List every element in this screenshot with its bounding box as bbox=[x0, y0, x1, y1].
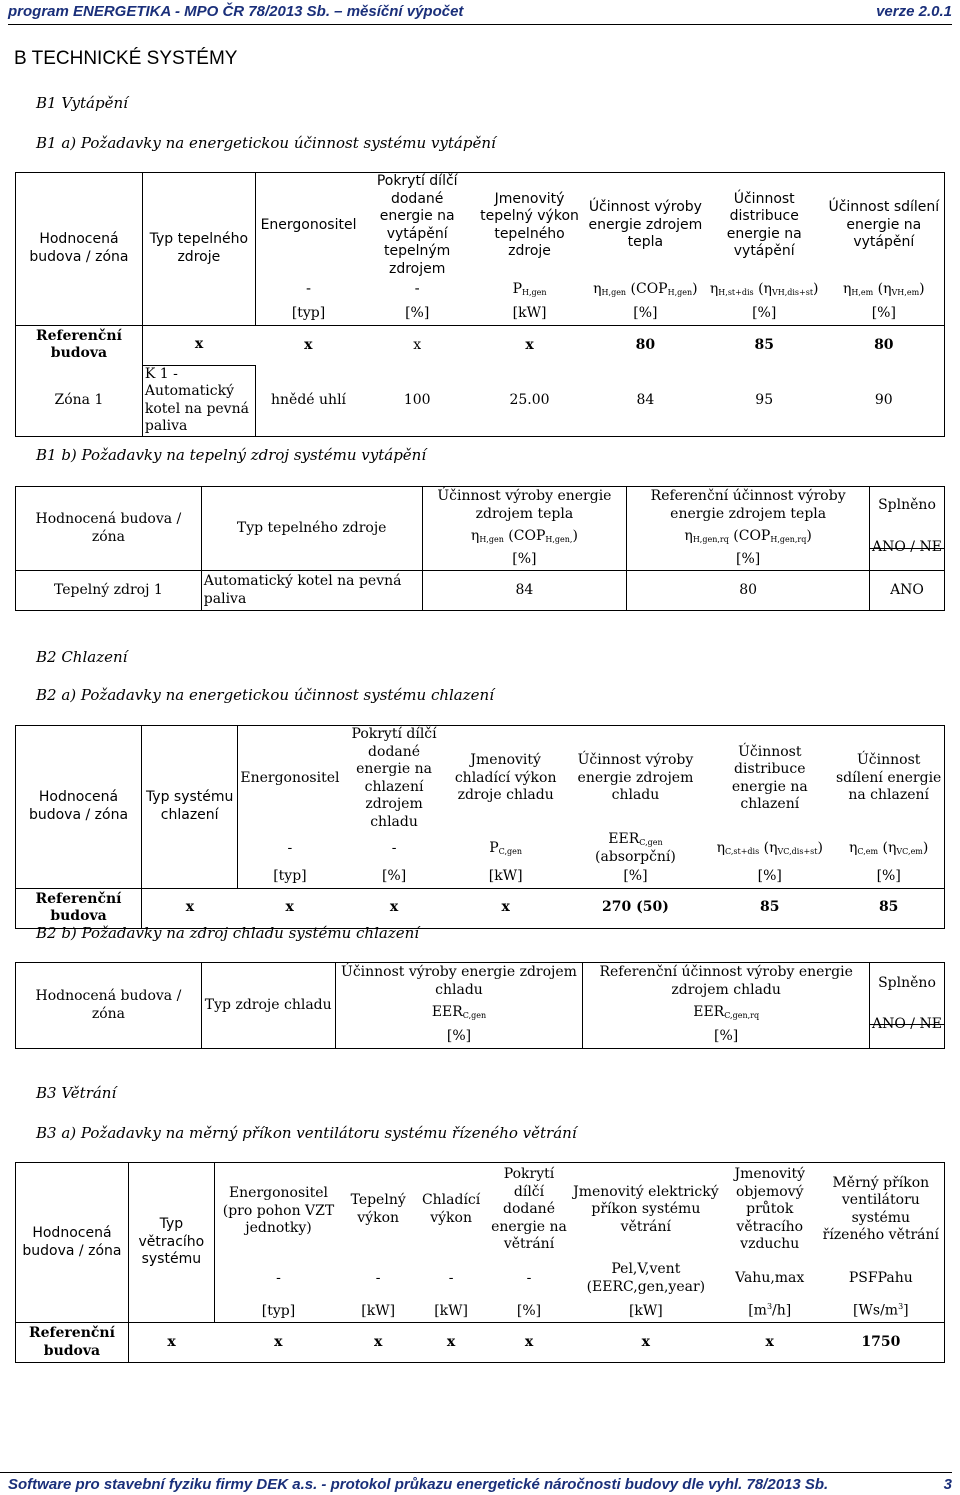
b3a-title: B3 a) Požadavky na měrný příkon ventilátoru systému řízeného větrání bbox=[36, 1124, 577, 1142]
b3a-unit-coverage: [%] bbox=[488, 1301, 570, 1323]
b2a-unit-power: [kW] bbox=[447, 866, 565, 888]
b3a-h-flow: Jmenovitý objemový průtok větracího vzduchu bbox=[722, 1163, 818, 1257]
b2a-h-power: Jmenovitý chladící výkon zdroje chladu bbox=[447, 726, 565, 832]
b1b-met-options: ANO / NE bbox=[869, 537, 944, 559]
b1a-zone-type: K 1 - Automatický kotel na pevná paliva bbox=[142, 365, 255, 436]
b2b-unit-ref: [%] bbox=[583, 1025, 870, 1049]
b3a-h-sfp: Měrný příkon ventilátoru systému řízeného větrání bbox=[818, 1163, 945, 1257]
b3a-ref-carrier: x bbox=[214, 1323, 342, 1363]
b1a-h-coverage: Pokrytí dílčí dodané energie na vytápění tepelným zdrojem bbox=[361, 173, 473, 279]
b1a-ref-dis: 85 bbox=[705, 325, 824, 365]
b2a-h-type: Typ systému chlazení bbox=[142, 726, 238, 889]
b3a-ref-heat: x bbox=[342, 1323, 414, 1363]
b3a-sym-heat: - bbox=[375, 1269, 381, 1286]
b2b-h-eff: Účinnost výroby energie zdrojem chladu bbox=[335, 963, 583, 1001]
b2b-h-met: Splněno bbox=[869, 963, 944, 1025]
b3a-ref-el-power: x bbox=[570, 1323, 722, 1363]
header-title: program ENERGETIKA - MPO ČR 78/2013 Sb. – měsíční výpočet bbox=[8, 3, 464, 20]
b1b-h-building: Hodnocená budova / zóna bbox=[16, 487, 202, 571]
b2a-ref-gen: 270 (50) bbox=[565, 888, 707, 928]
b2-title: B2 Chlazení bbox=[36, 648, 128, 666]
b1b-unit-eff: [%] bbox=[422, 549, 627, 571]
b1a-title: B1 a) Požadavky na energetickou účinnost systému vytápění bbox=[36, 134, 496, 152]
b1a-h-building: Hodnocená budova / zóna bbox=[16, 173, 143, 326]
b3a-ref-cool: x bbox=[414, 1323, 488, 1363]
b1a-h-carrier: Energonositel bbox=[255, 173, 361, 279]
b3a-h-type: Typ větracího systému bbox=[128, 1163, 214, 1323]
b3a-h-cool: Chladící výkon bbox=[414, 1163, 488, 1257]
b3a-ref-coverage: x bbox=[488, 1323, 570, 1363]
b1a-sym-power: $P_{H,gen}$ bbox=[512, 281, 547, 298]
b3a-ref-label: Referenční budova bbox=[16, 1323, 129, 1363]
b1b-row-eff: 84 bbox=[422, 571, 627, 611]
b1b-h-ref-eff: Referenční účinnost výroby energie zdrojem tepla bbox=[627, 487, 870, 525]
b2a-h-eff-dis: Účinnost distribuce energie na chlazení bbox=[706, 726, 833, 832]
b3a-unit-sfp: $[Ws/m^3]$ bbox=[818, 1301, 945, 1323]
b2b-sym-ref: $EER_{C,gen,rq}$ bbox=[583, 1001, 870, 1025]
b1b-row-met: ANO bbox=[869, 571, 944, 611]
b3a-ref-type: x bbox=[128, 1323, 214, 1363]
b3-title: B3 Větrání bbox=[36, 1084, 117, 1102]
b2a-sym-power: $P_{C,gen}$ bbox=[489, 839, 523, 856]
b1a-h-eff-dis: Účinnost distribuce energie na vytápění bbox=[705, 173, 824, 279]
b1b-title: B1 b) Požadavky na tepelný zdroj systému vytápění bbox=[36, 446, 427, 464]
b3a-h-el-power: Jmenovitý elektrický příkon systému větrání bbox=[570, 1163, 722, 1257]
b2a-unit-gen: [%] bbox=[565, 866, 707, 888]
b1b-row-label: Tepelný zdroj 1 bbox=[16, 571, 202, 611]
b3a-table bbox=[15, 1162, 945, 1363]
b1b-row-ref: 80 bbox=[627, 571, 870, 611]
b1-title: B1 Vytápění bbox=[36, 94, 128, 112]
b1a-zone-label: Zóna 1 bbox=[16, 365, 143, 436]
page-footer bbox=[0, 1472, 952, 1495]
b2a-unit-carrier: [typ] bbox=[238, 866, 342, 888]
b1a-ref-power: x bbox=[473, 325, 586, 365]
b2a-h-coverage: Pokrytí dílčí dodané energie na chlazení zdrojem chladu bbox=[341, 726, 446, 832]
b2b-met-options: ANO / NE bbox=[869, 1013, 944, 1037]
page-header bbox=[8, 0, 952, 25]
b2b-table bbox=[15, 962, 945, 1049]
b2a-ref-coverage: x bbox=[341, 888, 446, 928]
b1a-zone-coverage: 100 bbox=[361, 365, 473, 436]
b1a-unit-carrier: [typ] bbox=[255, 302, 361, 325]
b2a-sym-carrier: - bbox=[238, 831, 342, 866]
b2a-ref-em: 85 bbox=[833, 888, 944, 928]
b1a-h-eff-gen: Účinnost výroby energie zdrojem tepla bbox=[586, 173, 705, 279]
b1a-zone-dis: 95 bbox=[705, 365, 824, 436]
b2a-unit-em: [%] bbox=[833, 866, 944, 888]
b1a-zone-power: 25.00 bbox=[473, 365, 586, 436]
b3a-h-building: Hodnocená budova / zóna bbox=[16, 1163, 129, 1323]
b3a-h-heat: Tepelný výkon bbox=[342, 1163, 414, 1257]
b3a-unit-cool: [kW] bbox=[414, 1301, 488, 1323]
b1a-h-eff-em: Účinnost sdílení energie na vytápění bbox=[824, 173, 945, 279]
b1a-sym-em: $\eta_{H,em}$ $(\eta_{VH,em})$ bbox=[824, 278, 945, 302]
b1a-zone-carrier: hnědé uhlí bbox=[255, 365, 361, 436]
b3a-sym-flow: Vahu,max bbox=[735, 1269, 805, 1286]
b3a-sym-cool: - bbox=[448, 1269, 454, 1286]
b3a-unit-flow: $[m^3/h]$ bbox=[722, 1301, 818, 1323]
b2b-sym-eff: $EER_{C,gen}$ bbox=[335, 1001, 583, 1025]
b2a-ref-dis: 85 bbox=[706, 888, 833, 928]
b1a-unit-em: [%] bbox=[824, 302, 945, 325]
b2a-sym-gen: $EER_{C,gen}$ (absorpční) bbox=[595, 831, 676, 865]
footer-text: Software pro stavební fyziku firmy DEK a.s. - protokol průkazu energetické náročnosti budovy dle vyhl. 78/2013 Sb. bbox=[8, 1476, 829, 1493]
b2a-h-carrier: Energonositel bbox=[238, 726, 342, 832]
section-title: B TECHNICKÉ SYSTÉMY bbox=[14, 48, 238, 69]
b2a-sym-coverage: - bbox=[391, 839, 397, 856]
b1b-h-eff: Účinnost výroby energie zdrojem tepla bbox=[422, 487, 627, 525]
b2a-ref-power: x bbox=[447, 888, 565, 928]
b2a-title: B2 a) Požadavky na energetickou účinnost systému chlazení bbox=[36, 686, 494, 704]
b2a-ref-type: x bbox=[142, 888, 238, 928]
b1a-h-source-type: Typ tepelného zdroje bbox=[142, 173, 255, 326]
b1a-unit-coverage: [%] bbox=[361, 302, 473, 325]
page-number: 3 bbox=[943, 1476, 952, 1493]
b1a-unit-gen: [%] bbox=[586, 302, 705, 325]
b1a-h-power: Jmenovitý tepelný výkon tepelného zdroje bbox=[473, 173, 586, 279]
b2a-unit-coverage: [%] bbox=[341, 866, 446, 888]
b1a-table bbox=[15, 172, 945, 437]
b1a-ref-gen: 80 bbox=[586, 325, 705, 365]
b1a-zone-em: 90 bbox=[824, 365, 945, 436]
b2a-table bbox=[15, 725, 945, 929]
b3a-sym-coverage: - bbox=[526, 1269, 532, 1286]
b2a-h-eff-gen: Účinnost výroby energie zdrojem chladu bbox=[565, 726, 707, 832]
b1b-sym-eff: $\eta_{H,gen}$ $(COP_{H,gen,})$ bbox=[422, 525, 627, 549]
b2b-h-building: Hodnocená budova / zóna bbox=[16, 963, 202, 1049]
b2a-ref-label: Referenční budova bbox=[16, 888, 142, 928]
b2a-sym-em: $\eta_{C,em}$ $(\eta_{VC,em})$ bbox=[833, 831, 944, 866]
b1b-table bbox=[15, 486, 945, 611]
b1a-zone-gen: 84 bbox=[586, 365, 705, 436]
b2a-unit-dis: [%] bbox=[706, 866, 833, 888]
b2a-h-eff-em: Účinnost sdílení energie na chlazení bbox=[833, 726, 944, 832]
b1b-h-source-type: Typ tepelného zdroje bbox=[201, 487, 422, 571]
b3a-sym-el-power: Pel,V,vent (EERC,gen,year) bbox=[586, 1261, 706, 1295]
b3a-unit-carrier: [typ] bbox=[214, 1301, 342, 1323]
b2a-sym-dis: $\eta_{C,st+dis}$ $(\eta_{VC,dis+st})$ bbox=[716, 839, 823, 856]
b3a-unit-el-power: [kW] bbox=[570, 1301, 722, 1323]
b1a-ref-label: Referenční budova bbox=[16, 325, 143, 365]
b3a-ref-sfp: 1750 bbox=[818, 1323, 945, 1363]
b3a-h-coverage: Pokrytí dílčí dodané energie na větrání bbox=[488, 1163, 570, 1257]
b2b-unit-eff: [%] bbox=[335, 1025, 583, 1049]
b1a-ref-type: x bbox=[142, 325, 255, 365]
b3a-h-carrier: Energonositel (pro pohon VZT jednotky) bbox=[214, 1163, 342, 1257]
b1a-unit-power: [kW] bbox=[473, 302, 586, 325]
b1b-row-type: Automatický kotel na pevná paliva bbox=[201, 571, 422, 611]
b1b-h-met: Splněno bbox=[869, 487, 944, 549]
b3a-unit-heat: [kW] bbox=[342, 1301, 414, 1323]
b1a-ref-em: 80 bbox=[824, 325, 945, 365]
b1a-unit-dis: [%] bbox=[705, 302, 824, 325]
b1a-sym-coverage: - bbox=[414, 281, 420, 298]
b2b-h-ref-eff: Referenční účinnost výroby energie zdrojem chladu bbox=[583, 963, 870, 1001]
b1a-sym-dis: $\eta_{H,st+dis}$ $(\eta_{VH,dis+st})$ bbox=[709, 281, 819, 298]
b1b-unit-ref: [%] bbox=[627, 549, 870, 571]
b3a-sym-carrier: - bbox=[214, 1257, 342, 1301]
b2a-h-building: Hodnocená budova / zóna bbox=[16, 726, 142, 889]
b2b-title: B2 b) Požadavky na zdroj chladu systému chlazení bbox=[36, 924, 420, 942]
b1a-ref-coverage: x bbox=[361, 325, 473, 365]
b3a-sym-sfp: PSFPahu bbox=[818, 1257, 945, 1301]
header-version: verze 2.0.1 bbox=[876, 3, 952, 20]
b1a-ref-carrier: x bbox=[255, 325, 361, 365]
b1a-sym-gen: $\eta_{H,gen}$ $(COP_{H,gen})$ bbox=[593, 281, 698, 298]
b1a-sym-carrier: - bbox=[255, 278, 361, 302]
b3a-ref-flow: x bbox=[722, 1323, 818, 1363]
b2a-ref-carrier: x bbox=[238, 888, 342, 928]
b1b-sym-ref: $\eta_{H,gen,rq}$ $(COP_{H,gen,rq})$ bbox=[627, 525, 870, 549]
b2b-h-type: Typ zdroje chladu bbox=[201, 963, 335, 1049]
